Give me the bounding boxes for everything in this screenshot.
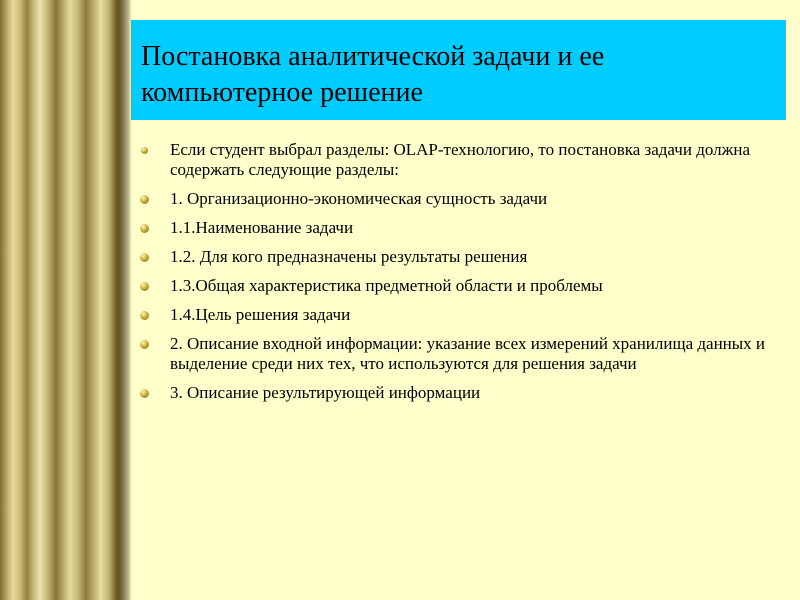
bullet-icon bbox=[140, 253, 149, 262]
title-bar bbox=[131, 20, 786, 120]
bullet-icon bbox=[141, 147, 148, 154]
list-item-text: Если студент выбрал разделы: OLAP-технологию, то постановка задачи должна содержать следующие разделы: bbox=[170, 140, 750, 179]
list-item bbox=[138, 305, 778, 325]
list-item bbox=[138, 247, 778, 267]
list-item-text: 3. Описание результирующей информации bbox=[170, 383, 481, 402]
bullet-list bbox=[138, 140, 778, 412]
list-item bbox=[138, 276, 778, 296]
list-item-text: 1.4.Цель решения задачи bbox=[170, 305, 351, 324]
bullet-icon bbox=[140, 224, 149, 233]
decorative-pillar bbox=[0, 0, 133, 600]
list-item-text: 1.3.Общая характеристика предметной области и проблемы bbox=[170, 276, 603, 295]
slide-title: Постановка аналитической задачи и ее компьютерное решение bbox=[141, 41, 605, 108]
list-item bbox=[138, 189, 778, 209]
list-item-text: 1.2. Для кого предназначены результаты решения bbox=[170, 247, 528, 266]
list-item-text: 1. Организационно-экономическая сущность задачи bbox=[170, 189, 548, 208]
list-item bbox=[138, 383, 778, 403]
list-item bbox=[138, 218, 778, 238]
list-item bbox=[138, 140, 778, 180]
bullet-icon bbox=[140, 195, 149, 204]
bullet-icon bbox=[140, 340, 149, 349]
list-item bbox=[138, 334, 778, 374]
list-item-text: 2. Описание входной информации: указание всех измерений хранилища данных и выделение среди них тех, что используются для решения задачи bbox=[170, 334, 766, 373]
bullet-icon bbox=[140, 282, 149, 291]
bullet-icon bbox=[140, 389, 149, 398]
list-item-text: 1.1.Наименование задачи bbox=[170, 218, 354, 237]
bullet-icon bbox=[140, 311, 149, 320]
